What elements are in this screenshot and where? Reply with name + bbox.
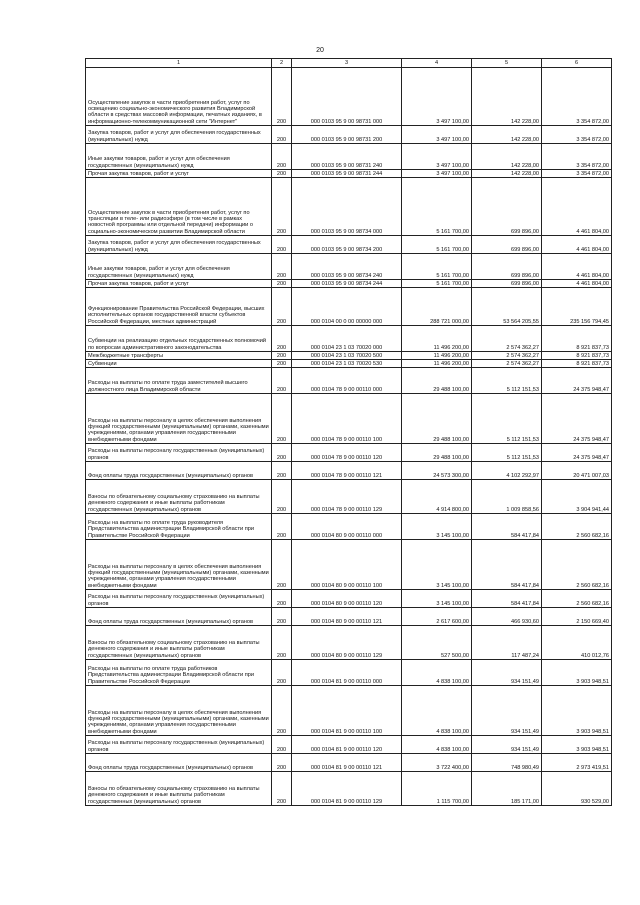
row-executed-amount: 934 151,49	[472, 686, 542, 736]
row-executed-amount: 748 980,49	[472, 754, 542, 772]
table-row	[86, 480, 612, 514]
row-planned-amount: 5 161 700,00	[402, 254, 472, 280]
row-remaining-amount: 235 156 794,45	[542, 288, 612, 326]
row-planned-amount: 3 145 100,00	[402, 540, 472, 590]
row-kbk-code: 000 0104 80 9 00 00110 129	[292, 626, 402, 660]
row-code: 200	[272, 590, 292, 608]
row-kbk-code: 000 0104 81 9 00 00110 120	[292, 736, 402, 754]
row-code: 200	[272, 480, 292, 514]
row-planned-amount: 29 488 100,00	[402, 368, 472, 394]
table-row	[86, 590, 612, 608]
table-row	[86, 462, 612, 480]
row-planned-amount: 527 500,00	[402, 626, 472, 660]
row-planned-amount: 1 115 700,00	[402, 772, 472, 806]
row-code: 200	[272, 178, 292, 236]
row-kbk-code: 000 0104 78 9 00 00110 100	[292, 394, 402, 444]
row-code: 200	[272, 754, 292, 772]
row-remaining-amount: 24 375 948,47	[542, 444, 612, 462]
row-name: Фонд оплаты труда государственных (муниципальных) органов	[86, 462, 272, 480]
row-name: Расходы на выплаты персоналу в целях обеспечения выполнения функций государственными (муниципальными) органами, казенными учреждениями, органами управления государственными внебюджетными фондами	[86, 394, 272, 444]
row-planned-amount: 4 838 100,00	[402, 686, 472, 736]
row-code: 200	[272, 686, 292, 736]
row-planned-amount: 3 497 100,00	[402, 170, 472, 178]
row-executed-amount: 934 151,49	[472, 660, 542, 686]
row-planned-amount: 3 497 100,00	[402, 144, 472, 170]
table-row	[86, 660, 612, 686]
row-remaining-amount: 8 921 837,73	[542, 326, 612, 352]
row-kbk-code: 000 0104 23 1 03 70020 000	[292, 326, 402, 352]
row-remaining-amount: 24 375 948,47	[542, 368, 612, 394]
row-name: Осуществление закупок в части приобретения работ, услуг по освещению социально-экономического развития Владимирской области в средствах массовой информации, печатных изданиях, в информационно-телекоммуникационной сети "Интернет"	[86, 68, 272, 126]
table-row	[86, 144, 612, 170]
row-remaining-amount: 3 903 948,51	[542, 660, 612, 686]
row-remaining-amount: 2 560 682,16	[542, 590, 612, 608]
row-planned-amount: 4 838 100,00	[402, 660, 472, 686]
row-remaining-amount: 4 461 804,00	[542, 280, 612, 288]
row-planned-amount: 2 617 600,00	[402, 608, 472, 626]
row-executed-amount: 2 574 362,27	[472, 360, 542, 368]
row-kbk-code: 000 0103 95 9 00 98731 200	[292, 126, 402, 144]
table-row	[86, 754, 612, 772]
table-row	[86, 736, 612, 754]
row-code: 200	[272, 608, 292, 626]
table-row	[86, 772, 612, 806]
row-name: Взносы по обязательному социальному страхованию на выплаты денежного содержания и иные выплаты работникам государственных (муниципальных) органов	[86, 480, 272, 514]
row-remaining-amount: 3 354 872,00	[542, 170, 612, 178]
row-name: Функционирование Правительства Российской Федерации, высших исполнительных органов государственной власти субъектов Российской Федерации, местных администраций	[86, 288, 272, 326]
row-name: Взносы по обязательному социальному страхованию на выплаты денежного содержания и иные выплаты работникам государственных (муниципальных) органов	[86, 772, 272, 806]
row-planned-amount: 3 145 100,00	[402, 514, 472, 540]
table-row	[86, 444, 612, 462]
table-row	[86, 288, 612, 326]
row-executed-amount: 5 112 151,53	[472, 368, 542, 394]
row-executed-amount: 699 896,00	[472, 254, 542, 280]
row-code: 200	[272, 360, 292, 368]
row-code: 200	[272, 236, 292, 254]
row-code: 200	[272, 254, 292, 280]
row-executed-amount: 142 228,00	[472, 126, 542, 144]
header-cell: 3	[292, 59, 402, 68]
table-row	[86, 178, 612, 236]
table-row	[86, 126, 612, 144]
row-code: 200	[272, 326, 292, 352]
row-remaining-amount: 410 012,76	[542, 626, 612, 660]
row-planned-amount: 24 573 300,00	[402, 462, 472, 480]
row-planned-amount: 3 497 100,00	[402, 126, 472, 144]
row-kbk-code: 000 0103 95 9 00 98731 000	[292, 68, 402, 126]
row-planned-amount: 11 496 200,00	[402, 360, 472, 368]
table-row	[86, 68, 612, 126]
row-planned-amount: 11 496 200,00	[402, 326, 472, 352]
row-kbk-code: 000 0103 95 9 00 98734 240	[292, 254, 402, 280]
row-kbk-code: 000 0103 95 9 00 98731 244	[292, 170, 402, 178]
row-code: 200	[272, 514, 292, 540]
row-name: Расходы на выплаты по оплате труда заместителей высшего должностного лица Владимирской области	[86, 368, 272, 394]
row-code: 200	[272, 144, 292, 170]
row-code: 200	[272, 288, 292, 326]
table-row	[86, 686, 612, 736]
row-executed-amount: 117 487,24	[472, 626, 542, 660]
row-code: 200	[272, 170, 292, 178]
row-executed-amount: 1 009 858,56	[472, 480, 542, 514]
row-name: Иные закупки товаров, работ и услуг для обеспечения государственных (муниципальных) нужд	[86, 144, 272, 170]
header-cell: 4	[402, 59, 472, 68]
table-row	[86, 352, 612, 360]
row-name: Фонд оплаты труда государственных (муниципальных) органов	[86, 608, 272, 626]
row-kbk-code: 000 0104 78 9 00 00110 120	[292, 444, 402, 462]
row-name: Прочая закупка товаров, работ и услуг	[86, 280, 272, 288]
table-body	[86, 68, 612, 806]
row-planned-amount: 4 914 800,00	[402, 480, 472, 514]
row-name: Иные закупки товаров, работ и услуг для обеспечения государственных (муниципальных) нужд	[86, 254, 272, 280]
row-code: 200	[272, 68, 292, 126]
row-executed-amount: 584 417,84	[472, 590, 542, 608]
row-code: 200	[272, 444, 292, 462]
row-remaining-amount: 20 471 007,03	[542, 462, 612, 480]
row-name: Расходы на выплаты персоналу в целях обеспечения выполнения функций государственными (муниципальными) органами, казенными учреждениями, органами управления государственными внебюджетными фондами	[86, 540, 272, 590]
row-executed-amount: 2 574 362,27	[472, 352, 542, 360]
row-executed-amount: 699 896,00	[472, 280, 542, 288]
row-remaining-amount: 24 375 948,47	[542, 394, 612, 444]
row-code: 200	[272, 126, 292, 144]
row-kbk-code: 000 0103 95 9 00 98731 240	[292, 144, 402, 170]
table-row	[86, 236, 612, 254]
table-row	[86, 368, 612, 394]
header-cell: 2	[272, 59, 292, 68]
table-row	[86, 360, 612, 368]
row-name: Субвенции	[86, 360, 272, 368]
row-executed-amount: 2 574 362,27	[472, 326, 542, 352]
row-code: 200	[272, 280, 292, 288]
row-kbk-code: 000 0104 81 9 00 00110 121	[292, 754, 402, 772]
row-remaining-amount: 4 461 804,00	[542, 178, 612, 236]
row-kbk-code: 000 0104 78 9 00 00110 121	[292, 462, 402, 480]
row-remaining-amount: 8 921 837,73	[542, 352, 612, 360]
row-kbk-code: 000 0104 78 9 00 00110 129	[292, 480, 402, 514]
row-executed-amount: 5 112 151,53	[472, 394, 542, 444]
table-row	[86, 280, 612, 288]
row-planned-amount: 11 496 200,00	[402, 352, 472, 360]
row-remaining-amount: 2 973 419,51	[542, 754, 612, 772]
row-kbk-code: 000 0104 23 1 03 70020 530	[292, 360, 402, 368]
row-remaining-amount: 8 921 837,73	[542, 360, 612, 368]
row-remaining-amount: 3 903 948,51	[542, 736, 612, 754]
row-kbk-code: 000 0104 00 0 00 00000 000	[292, 288, 402, 326]
row-remaining-amount: 4 461 804,00	[542, 236, 612, 254]
row-executed-amount: 5 112 151,53	[472, 444, 542, 462]
row-executed-amount: 584 417,84	[472, 540, 542, 590]
row-remaining-amount: 2 150 669,40	[542, 608, 612, 626]
header-cell: 5	[472, 59, 542, 68]
header-cell: 1	[86, 59, 272, 68]
row-name: Прочая закупка товаров, работ и услуг	[86, 170, 272, 178]
row-executed-amount: 934 151,49	[472, 736, 542, 754]
row-planned-amount: 5 161 700,00	[402, 236, 472, 254]
table-row	[86, 254, 612, 280]
row-code: 200	[272, 626, 292, 660]
row-executed-amount: 699 896,00	[472, 236, 542, 254]
row-name: Осуществление закупок в части приобретения работ, услуг по трансляции в теле- или радиоэфире (в том числе в рамках новостной программы или отдельной передачи) информации о социально-экономическом развитии Владимирской области	[86, 178, 272, 236]
row-remaining-amount: 4 461 804,00	[542, 254, 612, 280]
row-remaining-amount: 3 904 941,44	[542, 480, 612, 514]
row-name: Фонд оплаты труда государственных (муниципальных) органов	[86, 754, 272, 772]
row-code: 200	[272, 540, 292, 590]
row-name: Расходы на выплаты по оплате труда работников Представительства администрации Владимирской области при Правительстве Российской Федерации	[86, 660, 272, 686]
row-code: 200	[272, 772, 292, 806]
header-cell: 6	[542, 59, 612, 68]
row-kbk-code: 000 0104 80 9 00 00110 121	[292, 608, 402, 626]
row-planned-amount: 288 721 000,00	[402, 288, 472, 326]
row-executed-amount: 466 930,60	[472, 608, 542, 626]
table-row	[86, 394, 612, 444]
row-code: 200	[272, 394, 292, 444]
row-planned-amount: 3 722 400,00	[402, 754, 472, 772]
row-kbk-code: 000 0104 81 9 00 00110 000	[292, 660, 402, 686]
row-name: Расходы на выплаты персоналу государственных (муниципальных) органов	[86, 444, 272, 462]
row-kbk-code: 000 0103 95 9 00 98734 200	[292, 236, 402, 254]
row-name: Закупка товаров, работ и услуг для обеспечения государственных (муниципальных) нужд	[86, 126, 272, 144]
table-row	[86, 326, 612, 352]
row-executed-amount: 142 228,00	[472, 144, 542, 170]
row-remaining-amount: 3 354 872,00	[542, 144, 612, 170]
row-planned-amount: 5 161 700,00	[402, 280, 472, 288]
row-code: 200	[272, 368, 292, 394]
row-kbk-code: 000 0104 80 9 00 00110 120	[292, 590, 402, 608]
row-remaining-amount: 2 560 682,16	[542, 514, 612, 540]
row-kbk-code: 000 0103 95 9 00 98734 000	[292, 178, 402, 236]
row-kbk-code: 000 0104 81 9 00 00110 100	[292, 686, 402, 736]
row-name: Расходы на выплаты по оплате труда руководителя Представительства администрации Владимирской области при Правительстве Российской Федерации	[86, 514, 272, 540]
row-planned-amount: 3 145 100,00	[402, 590, 472, 608]
row-kbk-code: 000 0104 80 9 00 00110 100	[292, 540, 402, 590]
table-row	[86, 514, 612, 540]
row-remaining-amount: 930 529,00	[542, 772, 612, 806]
row-planned-amount: 5 161 700,00	[402, 178, 472, 236]
table-row	[86, 626, 612, 660]
row-name: Взносы по обязательному социальному страхованию на выплаты денежного содержания и иные выплаты работникам государственных (муниципальных) органов	[86, 626, 272, 660]
table-header-row	[86, 59, 612, 68]
table-row	[86, 540, 612, 590]
row-remaining-amount: 3 354 872,00	[542, 126, 612, 144]
row-code: 200	[272, 352, 292, 360]
table-row	[86, 608, 612, 626]
row-remaining-amount: 3 354 872,00	[542, 68, 612, 126]
row-planned-amount: 29 488 100,00	[402, 444, 472, 462]
row-name: Расходы на выплаты персоналу государственных (муниципальных) органов	[86, 736, 272, 754]
row-name: Межбюджетные трансферты	[86, 352, 272, 360]
row-name: Субвенции на реализацию отдельных государственных полномочий по вопросам административного законодательства	[86, 326, 272, 352]
row-name: Расходы на выплаты персоналу в целях обеспечения выполнения функций государственными (муниципальными) органами, казенными учреждениями, органами управления государственными внебюджетными фондами	[86, 686, 272, 736]
row-executed-amount: 53 564 205,55	[472, 288, 542, 326]
row-kbk-code: 000 0103 95 9 00 98734 244	[292, 280, 402, 288]
row-planned-amount: 3 497 100,00	[402, 68, 472, 126]
row-executed-amount: 142 228,00	[472, 68, 542, 126]
row-planned-amount: 29 488 100,00	[402, 394, 472, 444]
row-name: Расходы на выплаты персоналу государственных (муниципальных) органов	[86, 590, 272, 608]
row-executed-amount: 699 896,00	[472, 178, 542, 236]
row-remaining-amount: 2 560 682,16	[542, 540, 612, 590]
row-code: 200	[272, 660, 292, 686]
page-number: 20	[316, 47, 324, 54]
row-kbk-code: 000 0104 23 1 03 70020 500	[292, 352, 402, 360]
row-executed-amount: 142 228,00	[472, 170, 542, 178]
row-executed-amount: 4 102 292,97	[472, 462, 542, 480]
row-planned-amount: 4 838 100,00	[402, 736, 472, 754]
row-name: Закупка товаров, работ и услуг для обеспечения государственных (муниципальных) нужд	[86, 236, 272, 254]
row-code: 200	[272, 462, 292, 480]
row-executed-amount: 185 171,00	[472, 772, 542, 806]
row-kbk-code: 000 0104 81 9 00 00110 129	[292, 772, 402, 806]
row-executed-amount: 584 417,84	[472, 514, 542, 540]
row-kbk-code: 000 0104 78 9 00 00110 000	[292, 368, 402, 394]
row-kbk-code: 000 0104 80 9 00 00110 000	[292, 514, 402, 540]
row-code: 200	[272, 736, 292, 754]
table-row	[86, 170, 612, 178]
budget-execution-table	[85, 58, 612, 806]
row-remaining-amount: 3 903 948,51	[542, 686, 612, 736]
